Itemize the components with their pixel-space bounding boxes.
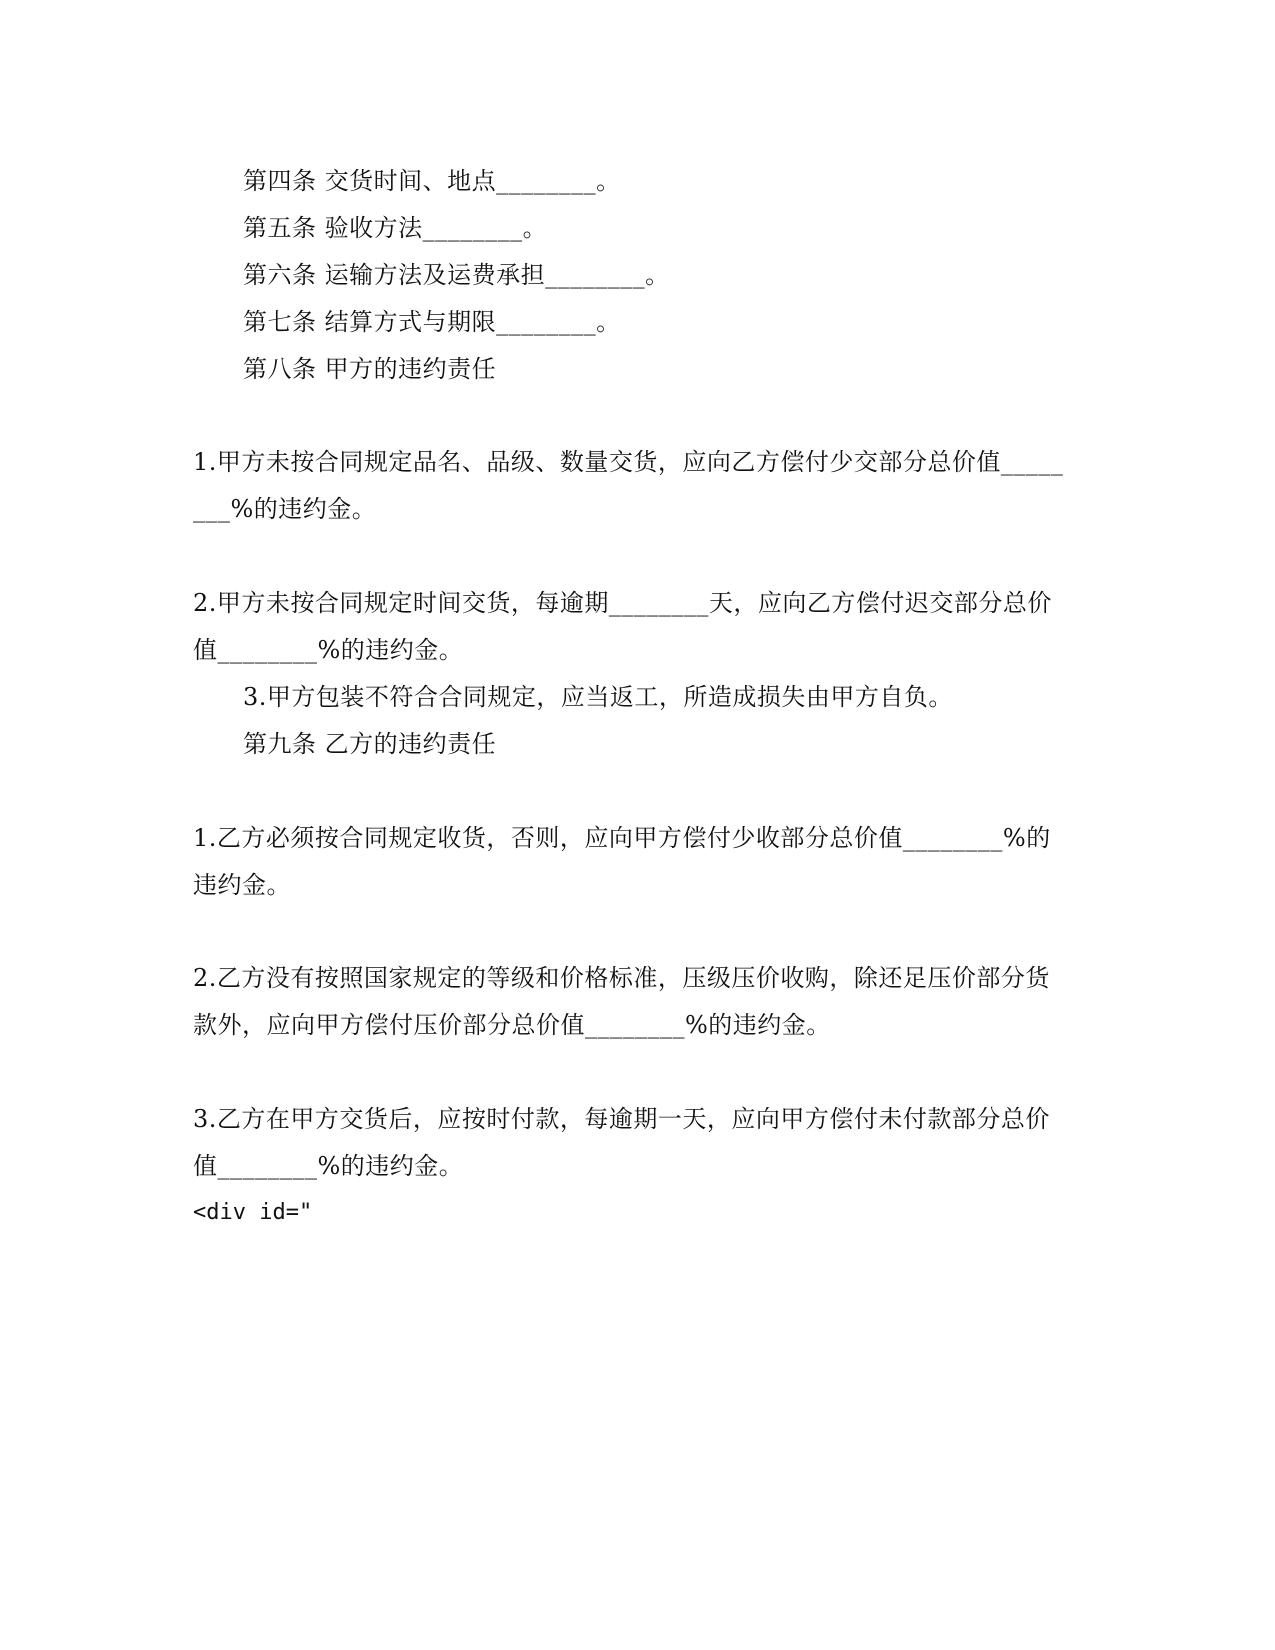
party-b-clause-2-line-1: 2.乙方没有按照国家规定的等级和价格标准，压级压价收购，除还足压价部分货 [193, 964, 1050, 992]
stray-html-fragment: <div id=" [193, 1200, 313, 1225]
article-5-acceptance: 第五条 验收方法________。 [243, 214, 548, 242]
party-b-clause-1-line-2: 违约金。 [193, 871, 291, 899]
party-a-clause-3: 3.甲方包装不符合合同规定，应当返工，所造成损失由甲方自负。 [243, 683, 953, 711]
article-9-heading: 第九条 乙方的违约责任 [243, 730, 497, 758]
party-b-clause-1-line-1: 1.乙方必须按合同规定收货，否则，应向甲方偿付少收部分总价值________%的 [193, 824, 1051, 852]
party-a-clause-2-line-1: 2.甲方未按合同规定时间交货，每逾期________天，应向乙方偿付迟交部分总价 [193, 589, 1052, 617]
party-a-clause-2-line-2: 值________%的违约金。 [193, 636, 464, 664]
party-b-clause-2-line-2: 款外，应向甲方偿付压价部分总价值________%的违约金。 [193, 1011, 831, 1039]
article-7-settlement: 第七条 结算方式与期限________。 [243, 308, 621, 336]
party-a-clause-1-line-1: 1.甲方未按合同规定品名、品级、数量交货，应向乙方偿付少交部分总价值_____ [193, 448, 1064, 476]
party-b-clause-3-line-1: 3.乙方在甲方交货后，应按时付款，每逾期一天，应向甲方偿付未付款部分总价 [193, 1105, 1050, 1133]
article-4-delivery: 第四条 交货时间、地点________。 [243, 167, 621, 195]
party-b-clause-3-line-2: 值________%的违约金。 [193, 1152, 464, 1180]
article-8-heading: 第八条 甲方的违约责任 [243, 355, 497, 383]
article-6-transport: 第六条 运输方法及运费承担________。 [243, 261, 670, 289]
party-a-clause-1-line-2: ___%的违约金。 [193, 495, 377, 523]
